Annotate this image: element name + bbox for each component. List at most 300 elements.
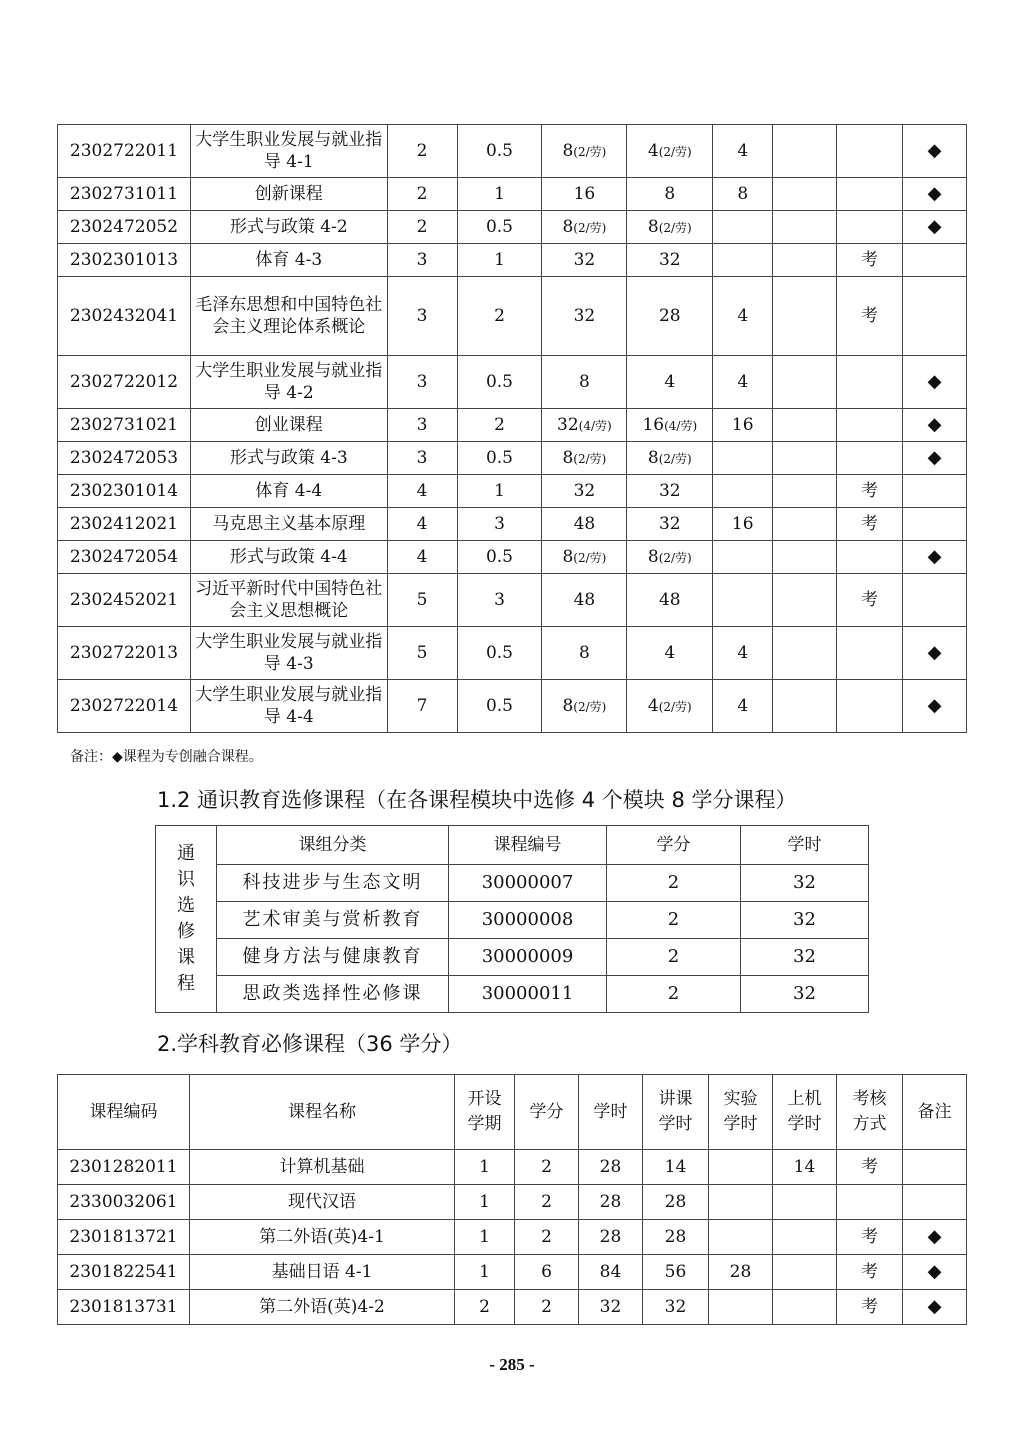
lecture-hours-value: 16 xyxy=(642,414,665,435)
total-hours xyxy=(542,356,627,409)
computer-hours xyxy=(773,178,837,211)
term: 3 xyxy=(387,244,457,277)
total-hours xyxy=(542,277,627,356)
remark-diamond: ◆ xyxy=(903,356,967,409)
credit: 1 xyxy=(457,244,542,277)
total-hours xyxy=(542,475,627,508)
course-name: 形式与政策 4-4 xyxy=(190,541,387,574)
column-header-line: 开设 xyxy=(467,1089,502,1110)
table-row xyxy=(58,1185,967,1220)
course-name: 体育 4-4 xyxy=(190,475,387,508)
course-name: 现代汉语 xyxy=(190,1185,455,1220)
computer-hours: 14 xyxy=(773,1150,837,1185)
lecture-hours xyxy=(627,627,713,680)
lecture-hours-value: 8 xyxy=(647,216,659,237)
table2-header-row xyxy=(156,826,869,865)
term: 7 xyxy=(387,680,457,733)
course-code: 30000007 xyxy=(449,865,607,902)
exam-type xyxy=(837,409,903,442)
course-code: 2302301013 xyxy=(58,244,191,277)
total-hours-value: 8 xyxy=(578,371,590,392)
course-code: 30000011 xyxy=(449,976,607,1013)
term: 2 xyxy=(387,125,457,178)
exam-type: 考 xyxy=(837,244,903,277)
total-hours: 28 xyxy=(579,1220,643,1255)
term: 3 xyxy=(387,442,457,475)
table-row xyxy=(58,541,967,574)
exam-type: 考 xyxy=(837,574,903,627)
credit: 1 xyxy=(457,475,542,508)
lecture-hours-value: 32 xyxy=(658,480,681,501)
credit: 2 xyxy=(457,409,542,442)
total-hours-value: 32 xyxy=(573,480,596,501)
table-row xyxy=(156,865,869,902)
total-hours xyxy=(542,244,627,277)
lecture-hours: 28 xyxy=(643,1185,709,1220)
course-code: 2302722014 xyxy=(58,680,191,733)
term: 1 xyxy=(455,1150,515,1185)
total-hours-value: 8 xyxy=(562,546,574,567)
lecture-hours-value: 32 xyxy=(658,249,681,270)
course-name: 毛泽东思想和中国特色社会主义理论体系概论 xyxy=(190,277,387,356)
lecture-hours-value: 4 xyxy=(664,371,676,392)
remark-diamond xyxy=(903,1185,967,1220)
lecture-hours xyxy=(627,508,713,541)
course-code: 2302472053 xyxy=(58,442,191,475)
vertical-category-label xyxy=(156,826,217,1013)
course-group: 思政类选择性必修课 xyxy=(217,976,449,1013)
total-hours xyxy=(542,574,627,627)
course-name: 第二外语(英)4-2 xyxy=(190,1290,455,1325)
lecture-hours-value: 8 xyxy=(647,546,659,567)
total-hours-value: 16 xyxy=(573,183,596,204)
credit: 2 xyxy=(607,939,741,976)
computer-hours xyxy=(773,1255,837,1290)
lecture-hours xyxy=(627,277,713,356)
credit: 0.5 xyxy=(457,541,542,574)
column-header: 学分 xyxy=(515,1075,579,1150)
course-name: 基础日语 4-1 xyxy=(190,1255,455,1290)
lecture-hours xyxy=(627,356,713,409)
table-row xyxy=(58,442,967,475)
course-code: 2301813731 xyxy=(58,1290,190,1325)
table-row xyxy=(156,976,869,1013)
remark-diamond xyxy=(903,508,967,541)
table-row xyxy=(58,211,967,244)
term: 1 xyxy=(455,1185,515,1220)
credit: 2 xyxy=(607,902,741,939)
total-hours xyxy=(542,508,627,541)
computer-hours xyxy=(773,442,837,475)
lecture-hours-value: 28 xyxy=(658,305,681,326)
table-row xyxy=(58,1150,967,1185)
total-hours xyxy=(542,627,627,680)
lecture-hours xyxy=(627,541,713,574)
lab-hours xyxy=(709,1150,773,1185)
course-code: 2302432041 xyxy=(58,277,191,356)
lecture-hours-value: 4 xyxy=(647,140,659,161)
course-code: 30000008 xyxy=(449,902,607,939)
course-group: 科技进步与生态文明 xyxy=(217,865,449,902)
computer-hours xyxy=(773,211,837,244)
practice-hours xyxy=(713,211,773,244)
course-code: 2302722012 xyxy=(58,356,191,409)
course-name: 体育 4-3 xyxy=(190,244,387,277)
column-header-line: 考核 xyxy=(852,1089,887,1110)
column-header: 课组分类 xyxy=(217,826,449,865)
column-header: 学时 xyxy=(579,1075,643,1150)
credit: 2 xyxy=(515,1150,579,1185)
table-row xyxy=(58,125,967,178)
credit: 2 xyxy=(515,1185,579,1220)
remark-diamond xyxy=(903,277,967,356)
term: 2 xyxy=(387,211,457,244)
credit: 0.5 xyxy=(457,125,542,178)
total-hours-note: (4/劳) xyxy=(578,418,612,433)
total-hours: 84 xyxy=(579,1255,643,1290)
exam-type xyxy=(837,627,903,680)
credit: 0.5 xyxy=(457,680,542,733)
required-courses-table-continued xyxy=(57,124,967,733)
exam-type xyxy=(837,1185,903,1220)
exam-type xyxy=(837,211,903,244)
table3-header-row xyxy=(58,1075,967,1150)
lab-hours: 28 xyxy=(709,1255,773,1290)
term: 1 xyxy=(455,1220,515,1255)
column-header-line: 上机 xyxy=(787,1089,822,1110)
total-hours xyxy=(542,211,627,244)
remark-diamond: ◆ xyxy=(903,627,967,680)
column-header-line: 学时 xyxy=(723,1114,758,1134)
column-header-line: 讲课 xyxy=(658,1089,693,1110)
lab-hours xyxy=(709,1220,773,1255)
total-hours: 32 xyxy=(579,1290,643,1325)
hours: 32 xyxy=(741,902,869,939)
total-hours-value: 8 xyxy=(562,140,574,161)
course-name: 马克思主义基本原理 xyxy=(190,508,387,541)
remark-diamond: ◆ xyxy=(903,1290,967,1325)
course-code: 2302412021 xyxy=(58,508,191,541)
practice-hours: 8 xyxy=(713,178,773,211)
course-code: 2302472054 xyxy=(58,541,191,574)
total-hours-value: 32 xyxy=(557,414,579,435)
exam-type: 考 xyxy=(837,1290,903,1325)
section-heading-discipline-required: 2.学科教育必修课程（36 学分） xyxy=(157,1032,463,1056)
total-hours: 28 xyxy=(579,1185,643,1220)
practice-hours: 16 xyxy=(713,508,773,541)
course-name: 第二外语(英)4-1 xyxy=(190,1220,455,1255)
credit: 0.5 xyxy=(457,356,542,409)
computer-hours xyxy=(773,1185,837,1220)
vertical-label-char: 选 xyxy=(177,895,195,916)
course-code: 2302452021 xyxy=(58,574,191,627)
vertical-label-char: 识 xyxy=(177,869,195,890)
lecture-hours xyxy=(627,475,713,508)
section-heading-general-electives: 1.2 通识教育选修课程（在各课程模块中选修 4 个模块 8 学分课程） xyxy=(157,788,797,812)
course-code: 2301282011 xyxy=(58,1150,190,1185)
remark-diamond: ◆ xyxy=(903,178,967,211)
table1-body xyxy=(58,125,967,733)
remark-diamond: ◆ xyxy=(903,680,967,733)
computer-hours xyxy=(773,574,837,627)
credit: 3 xyxy=(457,508,542,541)
discipline-required-table xyxy=(57,1074,967,1325)
course-code: 2301813721 xyxy=(58,1220,190,1255)
vertical-label-char: 通 xyxy=(177,843,195,864)
practice-hours xyxy=(713,244,773,277)
exam-type: 考 xyxy=(837,475,903,508)
remark-diamond xyxy=(903,475,967,508)
exam-type: 考 xyxy=(837,1255,903,1290)
column-header-line: 方式 xyxy=(852,1114,887,1134)
total-hours-value: 32 xyxy=(573,249,596,270)
table2-body xyxy=(156,826,869,1013)
computer-hours xyxy=(773,627,837,680)
table-row xyxy=(58,178,967,211)
column-header xyxy=(709,1075,773,1150)
term: 2 xyxy=(387,178,457,211)
column-header-line: 学期 xyxy=(467,1114,502,1134)
practice-hours xyxy=(713,475,773,508)
exam-type: 考 xyxy=(837,1150,903,1185)
table-row xyxy=(156,939,869,976)
total-hours-note: (2/劳) xyxy=(573,144,607,159)
term: 3 xyxy=(387,409,457,442)
course-group: 健身方法与健康教育 xyxy=(217,939,449,976)
credit: 6 xyxy=(515,1255,579,1290)
lecture-hours xyxy=(627,574,713,627)
total-hours: 28 xyxy=(579,1150,643,1185)
lecture-hours-value: 8 xyxy=(647,447,659,468)
column-header: 备注 xyxy=(903,1075,967,1150)
total-hours xyxy=(542,680,627,733)
column-header xyxy=(837,1075,903,1150)
computer-hours xyxy=(773,541,837,574)
term: 3 xyxy=(387,277,457,356)
column-header: 课程编号 xyxy=(449,826,607,865)
course-name: 大学生职业发展与就业指导 4-2 xyxy=(190,356,387,409)
term: 2 xyxy=(455,1290,515,1325)
total-hours-value: 48 xyxy=(573,589,596,610)
exam-type xyxy=(837,541,903,574)
remark-diamond: ◆ xyxy=(903,541,967,574)
total-hours-note: (2/劳) xyxy=(573,451,607,466)
table3-body xyxy=(58,1150,967,1325)
course-name: 大学生职业发展与就业指导 4-1 xyxy=(190,125,387,178)
table-row xyxy=(58,627,967,680)
table-row xyxy=(58,680,967,733)
total-hours xyxy=(542,125,627,178)
lecture-hours: 14 xyxy=(643,1150,709,1185)
table-row xyxy=(58,277,967,356)
credit: 2 xyxy=(457,277,542,356)
remark-diamond xyxy=(903,574,967,627)
table-note: 备注：◆课程为专创融合课程。 xyxy=(70,749,263,765)
remark-diamond: ◆ xyxy=(903,1220,967,1255)
total-hours-note: (2/劳) xyxy=(573,699,607,714)
remark-diamond: ◆ xyxy=(903,125,967,178)
course-code: 2302301014 xyxy=(58,475,191,508)
course-name: 形式与政策 4-3 xyxy=(190,442,387,475)
term: 5 xyxy=(387,574,457,627)
computer-hours xyxy=(773,277,837,356)
table-row xyxy=(58,1255,967,1290)
credit: 0.5 xyxy=(457,211,542,244)
term: 4 xyxy=(387,508,457,541)
table-row xyxy=(58,508,967,541)
lecture-hours-value: 4 xyxy=(664,642,676,663)
lecture-hours: 28 xyxy=(643,1220,709,1255)
lecture-hours xyxy=(627,178,713,211)
practice-hours: 4 xyxy=(713,277,773,356)
course-code: 2302731011 xyxy=(58,178,191,211)
computer-hours xyxy=(773,1290,837,1325)
total-hours-note: (2/劳) xyxy=(573,550,607,565)
table-row xyxy=(58,409,967,442)
practice-hours: 4 xyxy=(713,680,773,733)
computer-hours xyxy=(773,356,837,409)
remark-diamond xyxy=(903,1150,967,1185)
course-name: 形式与政策 4-2 xyxy=(190,211,387,244)
practice-hours: 16 xyxy=(713,409,773,442)
column-header xyxy=(455,1075,515,1150)
course-code: 2302731021 xyxy=(58,409,191,442)
course-name: 计算机基础 xyxy=(190,1150,455,1185)
credit: 2 xyxy=(515,1290,579,1325)
lecture-hours-note: (2/劳) xyxy=(658,451,692,466)
hours: 32 xyxy=(741,976,869,1013)
lecture-hours-note: (4/劳) xyxy=(664,418,698,433)
course-code: 2330032061 xyxy=(58,1185,190,1220)
column-header xyxy=(643,1075,709,1150)
lecture-hours: 32 xyxy=(643,1290,709,1325)
course-group: 艺术审美与赏析教育 xyxy=(217,902,449,939)
practice-hours: 4 xyxy=(713,125,773,178)
hours: 32 xyxy=(741,939,869,976)
remark-diamond: ◆ xyxy=(903,211,967,244)
exam-type: 考 xyxy=(837,508,903,541)
page-number: - 285 - xyxy=(489,1355,535,1374)
term: 1 xyxy=(455,1255,515,1290)
column-header: 课程编码 xyxy=(58,1075,190,1150)
column-header xyxy=(773,1075,837,1150)
table-row xyxy=(58,356,967,409)
vertical-label-char: 课 xyxy=(177,947,195,968)
column-header-line: 学时 xyxy=(658,1114,693,1134)
hours: 32 xyxy=(741,865,869,902)
exam-type xyxy=(837,680,903,733)
credit: 3 xyxy=(457,574,542,627)
exam-type xyxy=(837,442,903,475)
total-hours-value: 8 xyxy=(578,642,590,663)
credit: 0.5 xyxy=(457,627,542,680)
lecture-hours-value: 8 xyxy=(664,183,676,204)
term: 3 xyxy=(387,356,457,409)
credit: 1 xyxy=(457,178,542,211)
lab-hours xyxy=(709,1290,773,1325)
computer-hours xyxy=(773,125,837,178)
computer-hours xyxy=(773,508,837,541)
lecture-hours-note: (2/劳) xyxy=(658,144,692,159)
exam-type xyxy=(837,356,903,409)
remark-diamond: ◆ xyxy=(903,1255,967,1290)
practice-hours xyxy=(713,541,773,574)
table-row xyxy=(58,1220,967,1255)
lecture-hours xyxy=(627,409,713,442)
table-row xyxy=(58,1290,967,1325)
total-hours xyxy=(542,442,627,475)
course-name: 习近平新时代中国特色社会主义思想概论 xyxy=(190,574,387,627)
lecture-hours: 56 xyxy=(643,1255,709,1290)
course-code: 30000009 xyxy=(449,939,607,976)
lecture-hours-note: (2/劳) xyxy=(658,550,692,565)
vertical-label-char: 程 xyxy=(177,973,195,994)
column-header: 学分 xyxy=(607,826,741,865)
term: 4 xyxy=(387,475,457,508)
credit: 2 xyxy=(607,976,741,1013)
column-header: 学时 xyxy=(741,826,869,865)
credit: 2 xyxy=(515,1220,579,1255)
column-header: 课程名称 xyxy=(190,1075,455,1150)
lab-hours xyxy=(709,1185,773,1220)
lecture-hours-note: (2/劳) xyxy=(658,699,692,714)
computer-hours xyxy=(773,244,837,277)
remark-diamond xyxy=(903,244,967,277)
vertical-label-char: 修 xyxy=(177,921,195,942)
lecture-hours xyxy=(627,442,713,475)
practice-hours: 4 xyxy=(713,627,773,680)
exam-type: 考 xyxy=(837,1220,903,1255)
column-header-line: 实验 xyxy=(723,1089,758,1110)
lecture-hours-value: 32 xyxy=(658,513,681,534)
computer-hours xyxy=(773,680,837,733)
course-code: 2302472052 xyxy=(58,211,191,244)
lecture-hours-value: 48 xyxy=(658,589,681,610)
lecture-hours xyxy=(627,680,713,733)
credit: 0.5 xyxy=(457,442,542,475)
total-hours-value: 8 xyxy=(562,695,574,716)
term: 5 xyxy=(387,627,457,680)
course-name: 创业课程 xyxy=(190,409,387,442)
column-header-line: 学时 xyxy=(787,1114,822,1134)
total-hours-value: 8 xyxy=(562,216,574,237)
course-code: 2301822541 xyxy=(58,1255,190,1290)
lecture-hours xyxy=(627,244,713,277)
lecture-hours xyxy=(627,125,713,178)
practice-hours xyxy=(713,442,773,475)
table-row xyxy=(58,574,967,627)
total-hours-value: 8 xyxy=(562,447,574,468)
practice-hours xyxy=(713,574,773,627)
course-name: 大学生职业发展与就业指导 4-4 xyxy=(190,680,387,733)
course-name: 创新课程 xyxy=(190,178,387,211)
computer-hours xyxy=(773,475,837,508)
credit: 2 xyxy=(607,865,741,902)
total-hours-note: (2/劳) xyxy=(573,220,607,235)
practice-hours: 4 xyxy=(713,356,773,409)
term: 4 xyxy=(387,541,457,574)
general-electives-table xyxy=(155,825,869,1013)
total-hours xyxy=(542,409,627,442)
exam-type xyxy=(837,178,903,211)
course-name: 大学生职业发展与就业指导 4-3 xyxy=(190,627,387,680)
course-code: 2302722011 xyxy=(58,125,191,178)
lecture-hours-value: 4 xyxy=(647,695,659,716)
lecture-hours-note: (2/劳) xyxy=(658,220,692,235)
computer-hours xyxy=(773,1220,837,1255)
course-code: 2302722013 xyxy=(58,627,191,680)
exam-type xyxy=(837,125,903,178)
